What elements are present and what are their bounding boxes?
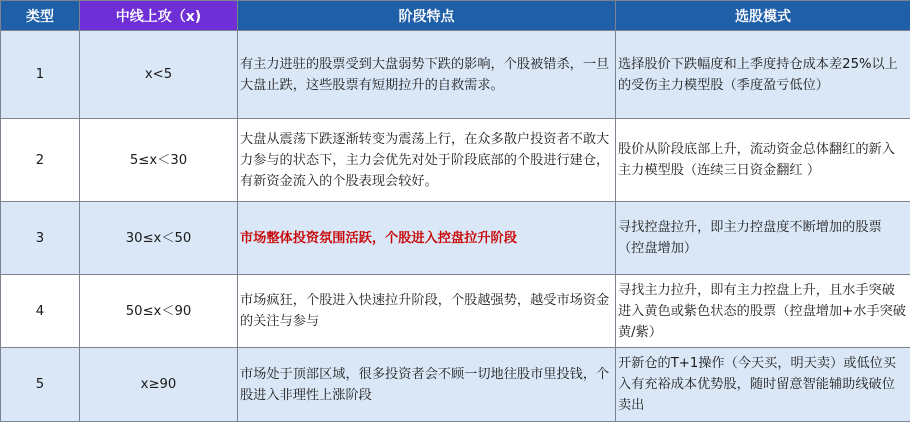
row-type: 5 [1,348,80,422]
row-stage: 大盘从震荡下跌逐渐转变为震荡上行，在众多散户投资者不敢大力参与的状态下，主力会优先对处于阶段底部的个股进行建仓，有新资金流入的个股表现会较好。 [238,119,616,202]
header-stage: 阶段特点 [238,1,616,31]
table-row [1,119,910,202]
table-row [1,31,910,119]
row-range: 30≤x＜50 [80,202,238,275]
row-mode: 开新仓的T+1操作（今天买，明天卖）或低位买入有充裕成本优势股，随时留意智能辅助线破位卖出 [616,348,910,422]
row-type: 3 [1,202,80,275]
header-midline: 中线上攻（x) [80,1,238,31]
row-range: 50≤x＜90 [80,275,238,348]
row-mode: 股价从阶段底部上升，流动资金总体翻红的新入主力模型股（连续三日资金翻红 ） [616,119,910,202]
row-stage: 有主力进驻的股票受到大盘弱势下跌的影响，个股被错杀，一旦大盘止跌，这些股票有短期拉升的自救需求。 [238,31,616,119]
table-row [1,348,910,422]
table-row [1,275,910,348]
row-type: 1 [1,31,80,119]
header-type: 类型 [1,1,80,31]
header-mode: 选股模式 [616,1,910,31]
row-mode: 寻找控盘拉升，即主力控盘度不断增加的股票（控盘增加） [616,202,910,275]
table-row [1,202,910,275]
row-mode: 选择股价下跌幅度和上季度持仓成本差25%以上的受伤主力模型股（季度盈亏低位） [616,31,910,119]
row-type: 2 [1,119,80,202]
row-type: 4 [1,275,80,348]
row-stage: 市场处于顶部区域，很多投资者会不顾一切地往股市里投钱，个股进入非理性上涨阶段 [238,348,616,422]
row-range: 5≤x＜30 [80,119,238,202]
row-stage: 市场疯狂，个股进入快速拉升阶段，个股越强势，越受市场资金的关注与参与 [238,275,616,348]
row-range: x≥90 [80,348,238,422]
row-range: x<5 [80,31,238,119]
row-stage-highlight: 市场整体投资氛围活跃，个股进入控盘拉升阶段 [238,202,616,275]
row-mode: 寻找主力拉升，即有主力控盘上升，且水手突破进入黄色或紫色状态的股票（控盘增加+水手突破黄/紫） [616,275,910,348]
header-row [1,1,910,31]
